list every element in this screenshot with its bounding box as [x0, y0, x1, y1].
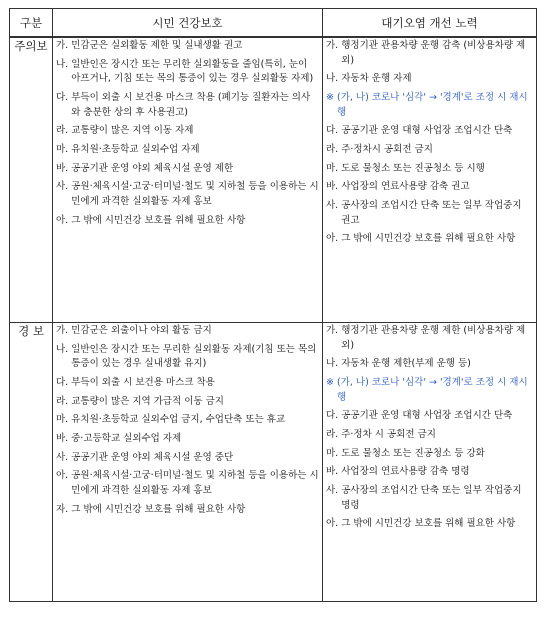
item-text: 사업장의 연료사용량 감축 명령 — [341, 466, 470, 478]
list-item — [56, 376, 319, 391]
item-text: 주·정차시 공회전 금지 — [341, 143, 433, 155]
item-text: 그 밖에 시민건강 보호를 위해 필요한 사항 — [341, 233, 516, 245]
item-marker: 라. — [326, 143, 342, 155]
alert-measures-table — [9, 8, 537, 602]
header-health: 시민 건강보호 — [53, 9, 323, 38]
item-text: 그 밖에 시민건강 보호를 위해 필요한 사항 — [341, 518, 516, 530]
item-marker: 바. — [326, 181, 342, 193]
item-text: 자동차 운행 자제 — [341, 73, 412, 85]
note-item — [326, 376, 533, 405]
item-text: 주·정차 시 공회전 금지 — [341, 428, 436, 440]
warning-row — [10, 323, 537, 602]
list-item — [326, 517, 533, 532]
item-marker: 라. — [56, 395, 72, 407]
item-text: 유치원·초등학교 실외수업 금지, 수업단축 또는 휴교 — [71, 414, 286, 426]
item-text: 일반인은 장시간 또는 무리한 실외활동을 줄임(특히, 눈이 아프거나, 기침 또는 목의 통증이 있는 경우 실외활동 자제) — [71, 58, 314, 85]
item-marker: 마. — [326, 447, 342, 459]
list-item — [326, 232, 533, 247]
item-marker: 라. — [56, 125, 72, 137]
item-marker: 사. — [326, 485, 342, 496]
item-text: 공원·체육시설·고궁·터미널·철도 및 지하철 등을 이용하는 시민에게 과격한 실외활동 자제 홍보 — [71, 470, 319, 496]
air-cell — [323, 323, 537, 602]
item-text: 사업장의 연료사용량 감축 권고 — [341, 181, 470, 193]
list-item — [56, 451, 319, 466]
list-item — [56, 39, 319, 54]
header-air: 대기오염 개선 노력 — [323, 9, 537, 38]
item-text: 중·고등학교 실외수업 자제 — [71, 433, 182, 445]
item-marker: 아. — [56, 470, 72, 482]
item-marker: ※ — [326, 376, 337, 388]
item-text: 행정기관 관용차량 운행 제한 (비상용차량 제외) — [341, 325, 526, 351]
header-row — [10, 9, 537, 38]
list-item — [56, 469, 319, 498]
item-marker: 가. — [326, 40, 342, 51]
list-item — [326, 447, 533, 462]
list-item — [56, 180, 319, 209]
air-cell — [323, 37, 537, 323]
item-marker: 나. — [56, 343, 72, 355]
list-item — [56, 58, 319, 87]
item-marker: 가. — [56, 40, 72, 51]
category-cell: 경 보 — [10, 323, 53, 602]
health-cell — [53, 37, 323, 323]
item-marker: 사. — [56, 181, 72, 193]
item-marker: 다. — [56, 376, 72, 388]
list-item — [56, 91, 319, 120]
list-item — [56, 343, 319, 372]
health-list — [53, 323, 322, 517]
item-text: 그 밖에 시민건강 보호를 위해 필요한 사항 — [71, 503, 246, 515]
list-item — [56, 432, 319, 447]
list-item — [326, 324, 533, 353]
item-text: 유치원·초등학교 실외수업 자제 — [71, 143, 200, 155]
list-item — [326, 72, 533, 87]
item-marker: 마. — [56, 143, 72, 155]
list-item — [56, 503, 319, 518]
item-marker: ※ — [326, 91, 337, 103]
list-item — [326, 484, 533, 513]
item-marker: 아. — [326, 233, 342, 245]
item-marker: 라. — [326, 428, 342, 440]
note-item — [326, 91, 533, 120]
list-item — [56, 162, 319, 177]
list-item — [56, 324, 319, 339]
item-marker: 다. — [56, 91, 72, 103]
list-item — [326, 428, 533, 443]
item-text: 도로 물청소 또는 진공청소 등 시행 — [341, 162, 485, 174]
item-marker: 가. — [326, 325, 342, 336]
item-text: 자동차 운행 제한(부제 운행 등) — [341, 358, 471, 370]
list-item — [326, 162, 533, 177]
list-item — [56, 214, 319, 229]
item-marker: 가. — [56, 325, 72, 336]
item-text: 공공기관 운영 야외 체육시설 운영 제한 — [71, 162, 234, 174]
list-item — [56, 124, 319, 139]
health-cell — [53, 323, 323, 602]
item-text: 공공기관 운영 야외 체육시설 운영 중단 — [71, 451, 234, 463]
item-marker: 바. — [56, 162, 72, 174]
item-text: 공사장의 조업시간 단축 또는 일부 작업중지 권고 — [341, 200, 522, 226]
item-marker: 나. — [56, 58, 72, 70]
advisory-row — [10, 37, 537, 323]
item-text: 민감군은 외출이나 야외 활동 금지 — [71, 325, 212, 336]
item-text: 공원·체육시설·고궁·터미널·철도 및 지하철 등을 이용하는 시민에게 과격한 실외활동 자제 홍보 — [71, 181, 319, 207]
header-category: 구분 — [10, 9, 53, 38]
item-text: 공공기관 운영 대형 사업장 조업시간 단축 — [341, 125, 513, 137]
list-item — [326, 39, 533, 68]
item-marker: 바. — [326, 466, 342, 478]
item-marker: 다. — [326, 125, 342, 137]
category-cell: 주의보 — [10, 37, 53, 323]
item-text: 부득이 외출 시 보건용 마스크 착용 (폐기능 질환자는 의사와 충분한 상의 후 사용권고) — [71, 91, 311, 118]
health-list — [53, 38, 322, 228]
item-marker: 아. — [56, 214, 72, 226]
item-text: (가, 나) 코로나 '심각' → '경계'로 조정 시 재시행 — [336, 376, 528, 403]
list-item — [56, 395, 319, 410]
item-text: 그 밖에 시민건강 보호를 위해 필요한 사항 — [71, 214, 246, 226]
list-item — [326, 180, 533, 195]
list-item — [56, 413, 319, 428]
item-marker: 사. — [56, 451, 72, 463]
item-text: 교통량이 많은 지역 가급적 이동 금지 — [71, 395, 224, 407]
list-item — [326, 465, 533, 480]
item-marker: 사. — [326, 200, 342, 211]
item-marker: 다. — [326, 410, 342, 422]
list-item — [326, 199, 533, 228]
item-text: 공공기관 운영 대형 사업장 조업시간 단축 — [341, 410, 513, 422]
list-item — [326, 143, 533, 158]
item-marker: 자. — [56, 503, 72, 515]
item-text: 행정기관 관용차량 운행 감축 (비상용차량 제외) — [341, 40, 526, 66]
item-marker: 나. — [326, 358, 342, 370]
list-item — [56, 143, 319, 158]
item-marker: 마. — [326, 162, 342, 174]
item-text: 민감군은 실외활동 제한 및 실내생활 권고 — [71, 40, 243, 51]
list-item — [326, 124, 533, 139]
item-text: 교통량이 많은 지역 이동 자제 — [71, 125, 194, 137]
item-marker: 아. — [326, 518, 342, 530]
item-text: 일반인은 장시간 또는 무리한 실외활동 자제(기침 또는 목의 통증이 있는 경우 실내생활 유지) — [71, 343, 317, 370]
item-marker: 나. — [326, 73, 342, 85]
item-marker: 마. — [56, 414, 72, 426]
item-text: 부득이 외출 시 보건용 마스크 착용 — [71, 376, 215, 388]
item-text: 도로 물청소 또는 진공청소 등 강화 — [341, 447, 485, 459]
list-item — [326, 357, 533, 372]
item-marker: 바. — [56, 433, 72, 445]
list-item — [326, 409, 533, 424]
item-text: (가, 나) 코로나 '심각' → '경계'로 조정 시 재시행 — [336, 91, 528, 118]
air-list — [323, 38, 536, 247]
air-list — [323, 323, 536, 532]
item-text: 공사장의 조업시간 단축 또는 일부 작업중지 명령 — [341, 485, 522, 511]
